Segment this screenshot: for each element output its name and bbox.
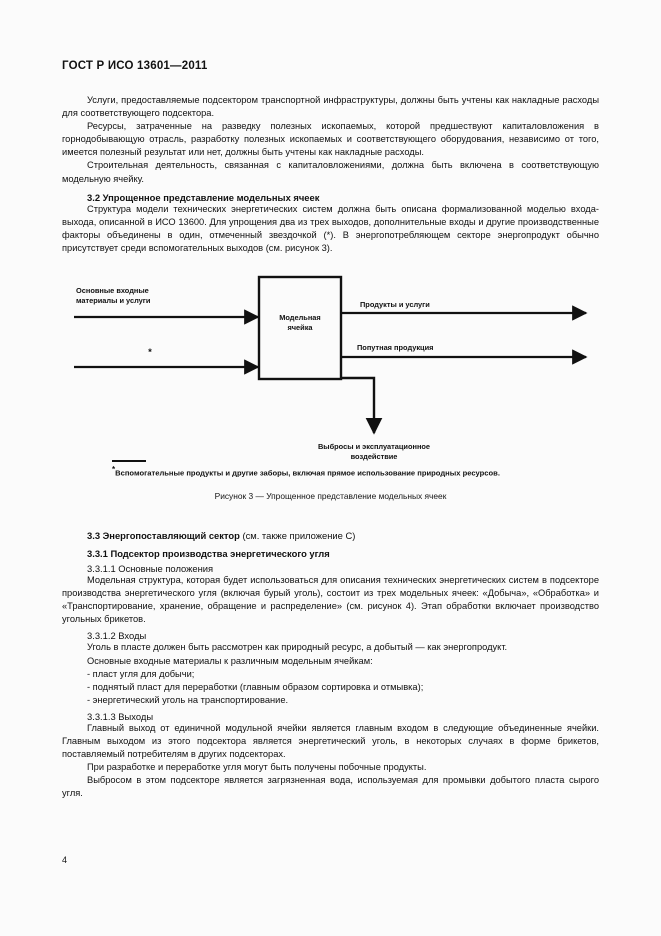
figure-3-caption: Рисунок 3 — Упрощенное представление модельных ячеек [214,491,447,502]
figure-footnote [112,465,500,478]
input-main-label-line2: материалы и услуги [76,296,151,306]
output-emissions-label-line1: Выбросы и эксплуатационное [317,442,431,452]
figure-3 [62,269,599,514]
list-item-seam-extraction: - пласт угля для добычи; [87,668,195,679]
paragraph-coal-model-structure: Модельная структура, которая будет использоваться для описания технических энергетических систем в подсекторе производства энергетического угля (включая бурый уголь), состоит из трех модельных ячеек: «Добыча», «Обработка» и «Транспортирование, хранение, обращение и распределение» (см. рисунок 4). Этап обработки включает производство угольных брикетов. [62,575,599,625]
heading-3-3 [62,530,599,541]
footnote-text: Вспомогательные продукты и другие заборы, включая прямое использование природных ресурсов. [115,468,500,478]
standard-header: ГОСТ Р ИСО 13601—2011 [62,60,208,72]
list-item-steam-coal-transport: - энергетический уголь на транспортирование. [87,694,289,705]
paragraph-main-output: Главный выход от единичной модульной ячейки является главным входом в следующие объединенные ячейки. Главным выходом из этого подсектора является энергетический уголь, в некоторых случаях в форме брикетов, поставляемый потребителям в других подсекторах. [62,722,599,760]
heading-3-3-1-3: 3.3.1.3 Выходы [87,710,154,722]
heading-3-3-1: 3.3.1 Подсектор производства энергетического угля [87,548,330,560]
heading-3-2: 3.2 Упрощенное представление модельных ячеек [87,191,320,203]
page-content [62,60,599,800]
heading-3-3-1-2: 3.3.1.2 Входы [87,630,147,642]
model-cell-label-line2: ячейка [287,323,313,333]
output-emissions-arrow [342,378,374,433]
paragraph-services: Услуги, предоставляемые подсектором транспортной инфраструктуры, должны быть учтены как накладные расходы для соответствующего подсектора. [62,95,599,119]
paragraph-resources: Ресурсы, затраченные на разведку полезных ископаемых, которой предшествуют капиталовложения в горнодобывающую отрасль, разработку полезных ископаемых и соответствующего оборудования, независимо от того, имеется полезный результат или нет, должны быть учтены как накладные расходы. [62,121,599,158]
model-cell-label-line1: Модельная [279,313,321,323]
paragraph-coal-inputs: Уголь в пласте должен быть рассмотрен как природный ресурс, а добытый — как энергопродукт. [87,642,508,653]
input-aux-asterisk: * [148,347,152,359]
figure-3-diagram [62,269,599,469]
footnote-divider [112,460,146,462]
paragraph-emissions: Выбросом в этом подсекторе является загрязненная вода, используемая для промывки добытого пласта сырого угля. [62,775,599,799]
output-products-label: Продукты и услуги [360,300,430,310]
page-number: 4 [62,855,68,865]
heading-3-3-note: (см. также приложение С) [239,530,356,542]
heading-3-3-bold: 3.3 Энергопоставляющий сектор [87,530,240,542]
list-item-raised-seam: - поднятый пласт для переработки (главным образом сортировка и отмывка); [87,681,424,692]
output-byproducts-label: Попутная продукция [357,343,434,353]
paragraph-main-inputs-intro: Основные входные материалы к различным модельным ячейкам: [87,655,373,666]
input-main-label-line1: Основные входные [76,286,149,296]
paragraph-construction: Строительная деятельность, связанная с капиталовложениями, должна быть включена в соответствующую модельную ячейку. [62,160,599,184]
paragraph-model-structure: Структура модели технических энергетических систем должна быть описана формализованной моделью входа-выхода, описанной в ИСО 13600. Для упрощения два из трех выходов, дополнительные входы и другие производственные факторы объединены в один, отмеченный звездочкой (*). В энергопотребляющем секторе энергопродукт обычно присутствует среди вспомогательных выходов (см. рисунок 3). [62,203,599,253]
output-emissions-label-line2: воздействие [350,452,398,462]
paragraph-byproducts: При разработке и переработке угля могут быть получены побочные продукты. [87,762,427,773]
footnote-asterisk: * [112,465,116,475]
heading-3-3-1-1: 3.3.1.1 Основные положения [87,563,214,575]
